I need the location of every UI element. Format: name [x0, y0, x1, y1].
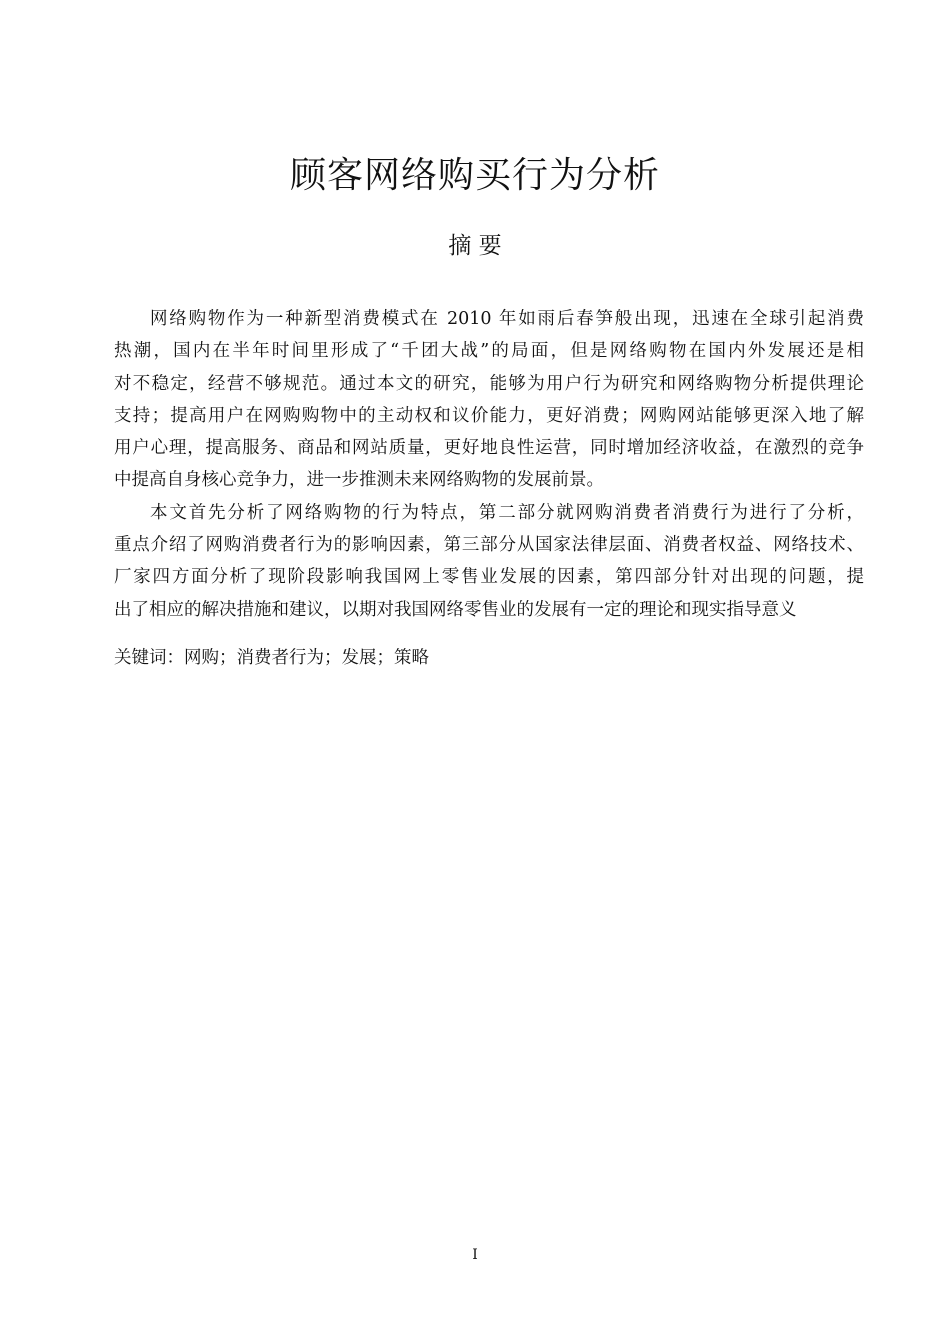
abstract-body — [114, 303, 864, 626]
page-number: I — [472, 1247, 478, 1263]
paragraph-line: 用户心理，提高服务、商品和网站质量，更好地良性运营，同时增加经济收益，在激烈的竞争 — [114, 438, 864, 459]
paragraph-line: 热潮，国内在半年时间里形成了“千团大战”的局面，但是网络购物在国内外发展还是相 — [114, 341, 864, 362]
abstract-paragraph-1 — [114, 303, 864, 497]
document-title: 顾客网络购买行为分析 — [289, 155, 660, 196]
paragraph-line: 对不稳定，经营不够规范。通过本文的研究，能够为用户行为研究和网络购物分析提供理论 — [114, 373, 864, 394]
paragraph-line: 本文首先分析了网络购物的行为特点，第二部分就网购消费者消费行为进行了分析， — [150, 502, 864, 523]
abstract-heading: 摘 要 — [448, 233, 502, 259]
paragraph-line: 重点介绍了网购消费者行为的影响因素，第三部分从国家法律层面、消费者权益、网络技术、 — [114, 535, 864, 556]
keywords-line: 关键词：网购；消费者行为；发展；策略 — [114, 648, 429, 668]
abstract-paragraph-2 — [114, 497, 864, 626]
paragraph-line: 厂家四方面分析了现阶段影响我国网上零售业发展的因素，第四部分针对出现的问题，提 — [114, 567, 864, 588]
paragraph-line: 出了相应的解决措施和建议，以期对我国网络零售业的发展有一定的理论和现实指导意义 — [114, 599, 797, 620]
paragraph-line: 支持；提高用户在网购购物中的主动权和议价能力，更好消费；网购网站能够更深入地了解 — [114, 405, 864, 426]
paragraph-line: 网络购物作为一种新型消费模式在 2010 年如雨后春笋般出现，迅速在全球引起消费 — [150, 309, 864, 329]
paragraph-line: 中提高自身核心竞争力，进一步推测未来网络购物的发展前景。 — [114, 470, 604, 491]
